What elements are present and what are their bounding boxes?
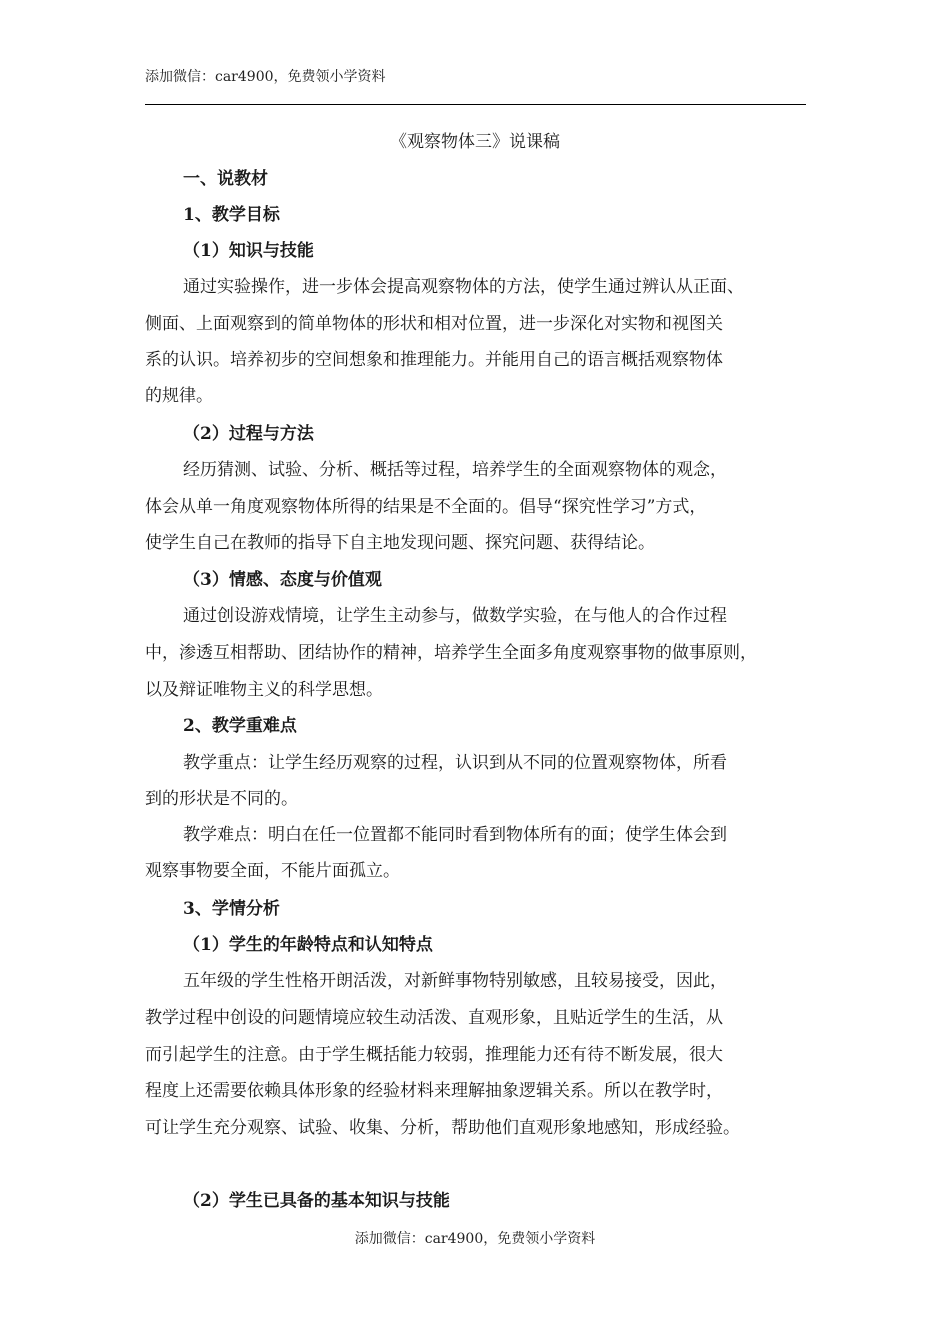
subsection-heading: 2、教学重难点: [183, 716, 297, 736]
subsection-heading: （1）知识与技能: [183, 241, 314, 261]
subsection-heading: （2）过程与方法: [183, 424, 314, 444]
paragraph-line: 经历猜测、试验、分析、概括等过程，培养学生的全面观察物体的观念，: [183, 460, 727, 480]
subsection-heading: （3）情感、态度与价值观: [183, 570, 382, 590]
paragraph-line: 通过实验操作，进一步体会提高观察物体的方法，使学生通过辨认从正面、: [183, 277, 744, 297]
paragraph-line: 以及辩证唯物主义的科学思想。: [145, 680, 383, 700]
subsection-heading: 3、学情分析: [183, 899, 280, 919]
subsection-heading: （1）学生的年龄特点和认知特点: [183, 935, 433, 955]
paragraph-line: 体会从单一角度观察物体所得的结果是不全面的。倡导“探究性学习”方式，: [145, 497, 707, 517]
paragraph-line: 观察事物要全面，不能片面孤立。: [145, 861, 400, 881]
paragraph-line: 中，渗透互相帮助、团结协作的精神，培养学生全面多角度观察事物的做事原则，: [145, 643, 757, 663]
paragraph-line: 可让学生充分观察、试验、收集、分析，帮助他们直观形象地感知，形成经验。: [145, 1118, 740, 1138]
header-divider: [145, 104, 806, 105]
section-heading: 一、说教材: [183, 169, 268, 189]
paragraph-line: 侧面、上面观察到的简单物体的形状和相对位置，进一步深化对实物和视图关: [145, 314, 723, 334]
footer-note: 添加微信：car4900，免费领小学资料: [354, 1231, 596, 1247]
paragraph-line: 系的认识。培养初步的空间想象和推理能力。并能用自己的语言概括观察物体: [145, 350, 723, 370]
paragraph-line: 到的形状是不同的。: [145, 789, 298, 809]
paragraph-line: 教学重点：让学生经历观察的过程，认识到从不同的位置观察物体，所看: [183, 753, 727, 773]
paragraph-line: 五年级的学生性格开朗活泼，对新鲜事物特别敏感，且较易接受，因此，: [183, 971, 727, 991]
paragraph-line: 的规律。: [145, 386, 213, 406]
paragraph-line: 通过创设游戏情境，让学生主动参与，做数学实验，在与他人的合作过程: [183, 606, 727, 626]
subsection-heading: 1、教学目标: [183, 205, 280, 225]
paragraph-line: 而引起学生的注意。由于学生概括能力较弱，推理能力还有待不断发展，很大: [145, 1045, 723, 1065]
paragraph-line: 使学生自己在教师的指导下自主地发现问题、探究问题、获得结论。: [145, 533, 655, 553]
header-note: 添加微信：car4900，免费领小学资料: [145, 69, 386, 85]
paragraph-line: 教学难点：明白在任一位置都不能同时看到物体所有的面；使学生体会到: [183, 825, 727, 845]
subsection-heading: （2）学生已具备的基本知识与技能: [183, 1191, 450, 1211]
document-title: 《观察物体三》说课稿: [390, 132, 560, 152]
paragraph-line: 程度上还需要依赖具体形象的经验材料来理解抽象逻辑关系。所以在教学时，: [145, 1081, 723, 1101]
paragraph-line: 教学过程中创设的问题情境应较生动活泼、直观形象，且贴近学生的生活，从: [145, 1008, 723, 1028]
